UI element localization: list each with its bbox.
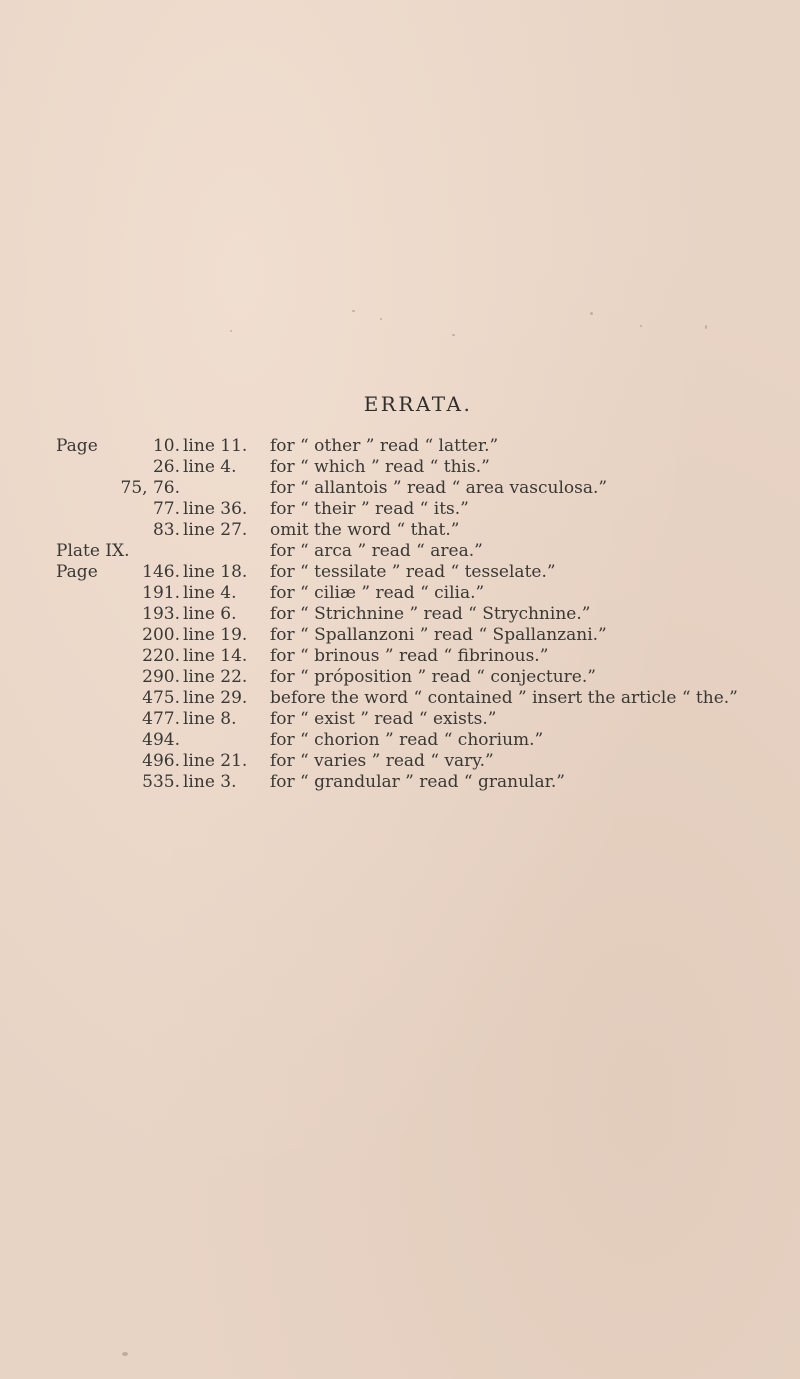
entry-line: line 4. bbox=[183, 583, 237, 603]
entry-page: 220. bbox=[142, 646, 180, 666]
paper-speck bbox=[380, 318, 382, 320]
entry-line: line 22. bbox=[183, 667, 248, 687]
entry-page: 83. bbox=[152, 520, 180, 540]
paper-speck bbox=[452, 334, 455, 336]
entry-line: line 4. bbox=[183, 457, 237, 477]
paper-speck bbox=[122, 1352, 128, 1356]
entry-line: line 11. bbox=[183, 436, 248, 456]
entry-page: 75, 76. bbox=[120, 478, 180, 498]
entry-line: line 18. bbox=[183, 562, 248, 582]
paper-speck bbox=[352, 310, 355, 312]
paper-speck bbox=[230, 330, 232, 332]
entry-lead: Plate IX. bbox=[56, 541, 130, 561]
entry-page: 77. bbox=[152, 499, 180, 519]
entry-correction: before the word “ contained ” insert the article “ the.” bbox=[270, 688, 738, 708]
entry-page: 535. bbox=[142, 772, 180, 792]
entry-correction: for “ which ” read “ this.” bbox=[270, 457, 490, 477]
entry-line: line 3. bbox=[183, 772, 237, 792]
paper-speck bbox=[705, 325, 707, 329]
paper-speck bbox=[590, 312, 593, 315]
entry-page: 200. bbox=[142, 625, 180, 645]
entry-correction: for “ their ” read “ its.” bbox=[270, 499, 469, 519]
entry-line: line 14. bbox=[183, 646, 248, 666]
entry-correction: omit the word “ that.” bbox=[270, 520, 460, 540]
entry-page: 191. bbox=[142, 583, 180, 603]
entry-page: 10. bbox=[152, 436, 180, 456]
entry-page: 496. bbox=[142, 751, 180, 771]
entry-correction: for “ chorion ” read “ chorium.” bbox=[270, 730, 544, 750]
entry-correction: for “ brinous ” read “ fibrinous.” bbox=[270, 646, 549, 666]
entry-page: 146. bbox=[142, 562, 180, 582]
entry-line: line 36. bbox=[183, 499, 248, 519]
entry-line: line 29. bbox=[183, 688, 248, 708]
entry-line: line 21. bbox=[183, 751, 248, 771]
entry-correction: for “ tessilate ” read “ tesselate.” bbox=[270, 562, 556, 582]
entry-correction: for “ grandular ” read “ granular.” bbox=[270, 772, 565, 792]
entry-page: 477. bbox=[142, 709, 180, 729]
entry-page: 475. bbox=[142, 688, 180, 708]
entry-line: line 6. bbox=[183, 604, 237, 624]
entry-page: 193. bbox=[142, 604, 180, 624]
entry-correction: for “ other ” read “ latter.” bbox=[270, 436, 499, 456]
entry-correction: for “ allantois ” read “ area vasculosa.” bbox=[270, 478, 608, 498]
entry-correction: for “ arca ” read “ area.” bbox=[270, 541, 483, 561]
paper-speck bbox=[640, 325, 642, 327]
entry-line: line 19. bbox=[183, 625, 248, 645]
entry-correction: for “ exist ” read “ exists.” bbox=[270, 709, 497, 729]
entry-correction: for “ próposition ” read “ conjecture.” bbox=[270, 667, 596, 687]
entry-lead: Page bbox=[56, 562, 98, 582]
entry-line: line 27. bbox=[183, 520, 248, 540]
entry-lead: Page bbox=[56, 436, 98, 456]
entry-line: line 8. bbox=[183, 709, 237, 729]
entry-page: 26. bbox=[152, 457, 180, 477]
entry-correction: for “ Strichnine ” read “ Strychnine.” bbox=[270, 604, 591, 624]
entry-correction: for “ Spallanzoni ” read “ Spallanzani.” bbox=[270, 625, 607, 645]
entry-correction: for “ varies ” read “ vary.” bbox=[270, 751, 494, 771]
entry-page: 290. bbox=[142, 667, 180, 687]
errata-title: ERRATA. bbox=[363, 392, 473, 416]
entry-correction: for “ ciliæ ” read “ cilia.” bbox=[270, 583, 485, 603]
entry-page: 494. bbox=[142, 730, 180, 750]
